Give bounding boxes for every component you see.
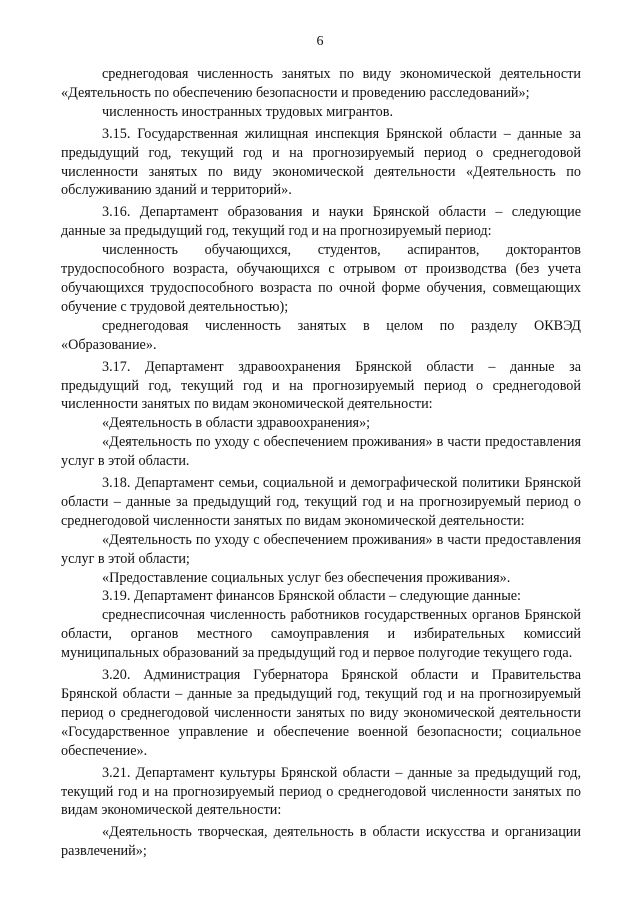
paragraph-students-count: численность обучающихся, студентов, аспирантов, докторантов трудоспособного возраста, обучающихся с отрывом от производства (без учета обучающихся трудоспособного возраста по очной форме обучения, совмещающих обучение с трудовой деятельностью); — [61, 242, 581, 315]
paragraph-3-17-health-department: 3.17. Департамент здравоохранения Брянской области – данные за предыдущий год, текущий год и на прогнозируемый период о среднегодовой численности занятых по видам экономической деятельности: — [61, 358, 581, 413]
paragraph-security-employment: среднегодовая численность занятых по виду экономической деятельности «Деятельность по обеспечению безопасности и проведению расследований»; — [61, 66, 581, 101]
paragraph-social-services: «Предоставление социальных услуг без обеспечения проживания». — [102, 569, 511, 586]
paragraph-creative-activity: «Деятельность творческая, деятельность в области искусства и организации развлечений»; — [61, 824, 581, 860]
paragraph-3-15-housing-inspection: 3.15. Государственная жилищная инспекция Брянской области – данные за предыдущий год, текущий год и на прогнозируемый период о среднегодовой численности занятых по виду экономической деятельности «Деятельность по обслуживанию зданий и территорий». — [61, 125, 581, 199]
paragraph-3-16-education-department: 3.16. Департамент образования и науки Брянской области – следующие данные за предыдущий год, текущий год и на прогнозируемый период: — [61, 204, 581, 240]
paragraph-education-employment: среднегодовая численность занятых в целом по разделу ОКВЭД «Образование». — [61, 317, 581, 353]
paragraph-foreign-migrants: численность иностранных трудовых мигрантов. — [102, 103, 393, 120]
paragraph-healthcare-activity: «Деятельность в области здравоохранения»; — [102, 415, 371, 432]
paragraph-residential-care: «Деятельность по уходу с обеспечением проживания» в части предоставления услуг в этой области. — [61, 434, 581, 470]
paragraph-3-21-culture-department: 3.21. Департамент культуры Брянской области – данные за предыдущий год, текущий год и на прогнозируемый период о среднегодовой численности занятых по видам экономической деятельности: — [61, 764, 581, 819]
page-number: 6 — [316, 34, 324, 49]
paragraph-3-20-governor-administration: 3.20. Администрация Губернатора Брянской области и Правительства Брянской области – данные за предыдущий год, текущий год и на прогнозируемый период о среднегодовой численности занятых по виду экономической деятельности «Государственное управление и обеспечение военной безопасности; социальное обеспечение». — [61, 667, 581, 759]
paragraph-3-19-finance-department: 3.19. Департамент финансов Брянской области – следующие данные: — [102, 588, 521, 605]
paragraph-3-18-family-department: 3.18. Департамент семьи, социальной и демографической политики Брянской области – данные за предыдущий год, текущий год и на прогнозируемый период о среднегодовой численности занятых по видам экономической деятельности: — [61, 475, 581, 529]
paragraph-government-staff-count: среднесписочная численность работников государственных органов Брянской области, органов местного самоуправления и избирательных комиссий муниципальных образований за предыдущий год и первое полугодие текущего года. — [61, 607, 581, 662]
document-body — [61, 65, 581, 861]
paragraph-residential-care-services: «Деятельность по уходу с обеспечением проживания» в части предоставления услуг в этой области; — [61, 531, 581, 567]
